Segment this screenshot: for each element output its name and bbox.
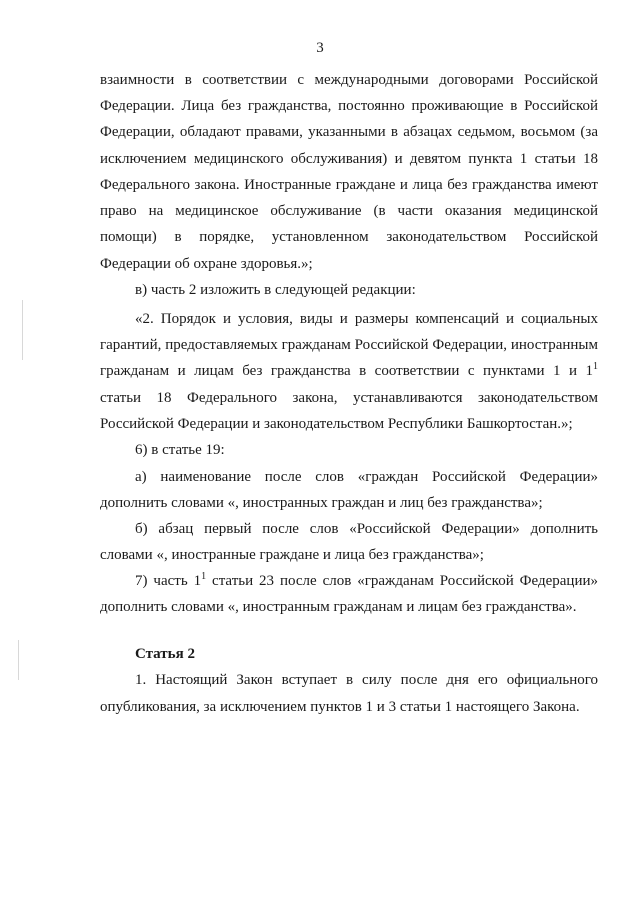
superscript: 1 bbox=[593, 361, 598, 372]
text-line: гарантий, предоставляемых гражданам Российской Федерации, иностранным bbox=[100, 337, 598, 353]
text-line bbox=[100, 358, 598, 384]
paragraph-start: в) часть 2 изложить в следующей редакции: bbox=[135, 282, 416, 298]
text-fragment: статьи 23 после слов «гражданам Российской Федерации» bbox=[206, 573, 598, 589]
text-line: Российской Федерации и законодательством Республики Башкортостан.»; bbox=[100, 416, 573, 432]
paragraph-start bbox=[135, 568, 598, 594]
article-heading: Статья 2 bbox=[135, 646, 195, 662]
text-line: словами «, иностранные граждане и лица без гражданства»; bbox=[100, 547, 484, 563]
text-line: Федерации, обладают правами, указанными в абзацах седьмом, восьмом (за bbox=[100, 124, 598, 140]
text-line: опубликования, за исключением пунктов 1 и 3 статьи 1 настоящего Закона. bbox=[100, 699, 580, 715]
superscript: 1 bbox=[201, 571, 207, 582]
text-line: Федерации. Лица без гражданства, постоянно проживающие в Российской bbox=[100, 98, 598, 114]
paragraph-start: а) наименование после слов «граждан Российской Федерации» bbox=[135, 469, 598, 485]
scan-artifact bbox=[22, 300, 23, 360]
paragraph-start: б) абзац первый после слов «Российской Федерации» дополнить bbox=[135, 521, 598, 537]
text-fragment: 7) часть 1 bbox=[135, 573, 202, 589]
paragraph-start: «2. Порядок и условия, виды и размеры компенсаций и социальных bbox=[135, 311, 598, 327]
text-line: дополнить словами «, иностранным гражданам и лицам без гражданства». bbox=[100, 599, 577, 615]
text-fragment: гражданам и лицам без гражданства в соответствии с пунктами 1 и 1 bbox=[100, 363, 593, 379]
scan-artifact bbox=[18, 640, 19, 680]
text-line: Федерации об охране здоровья.»; bbox=[100, 256, 313, 272]
text-line: помощи) в порядке, установленном законодательством Российской bbox=[100, 229, 598, 245]
paragraph-start: 1. Настоящий Закон вступает в силу после дня его официального bbox=[135, 672, 598, 688]
text-line: статьи 18 Федерального закона, устанавливаются законодательством bbox=[100, 390, 598, 406]
paragraph-start: 6) в статье 19: bbox=[135, 442, 225, 458]
text-line: исключением медицинского обслуживания) и девятом пункта 1 статьи 18 bbox=[100, 151, 598, 167]
text-line: право на медицинское обслуживание (в части оказания медицинской bbox=[100, 203, 598, 219]
text-line: дополнить словами «, иностранных граждан и лиц без гражданства»; bbox=[100, 495, 543, 511]
text-line: Федерального закона. Иностранные граждане и лица без гражданства имеют bbox=[100, 177, 598, 193]
text-line: взаимности в соответствии с международными договорами Российской bbox=[100, 72, 598, 88]
page-number: 3 bbox=[316, 40, 324, 56]
